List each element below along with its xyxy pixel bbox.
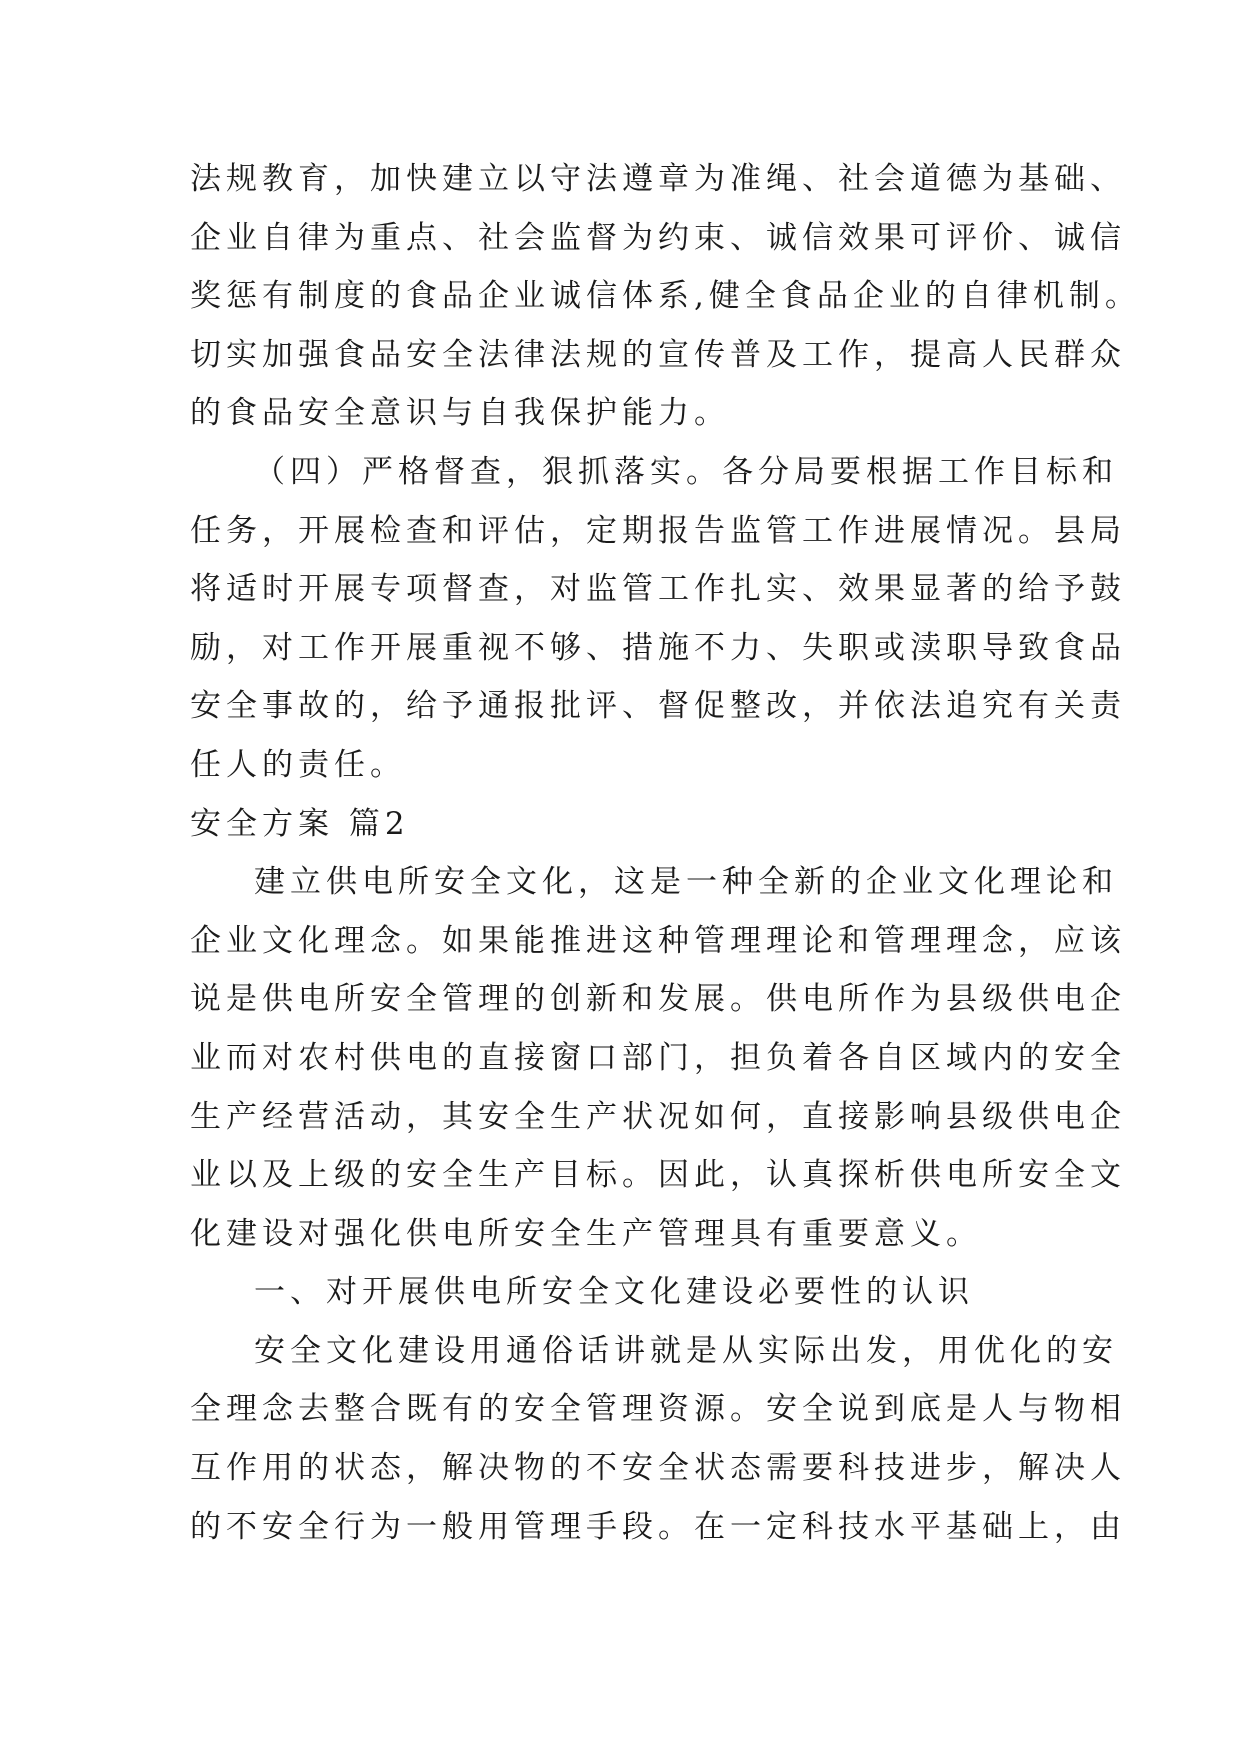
text-line: 励，对工作开展重视不够、措施不力、失职或渎职导致食品 (190, 629, 1126, 666)
paragraph-heading: （四）严格督查，狠抓落实。各分局要根据工作目标和 (254, 453, 1118, 490)
subsection-heading: 一、对开展供电所安全文化建设必要性的认识 (254, 1274, 974, 1311)
text-line: 切实加强食品安全法律法规的宣传普及工作，提高人民群众 (190, 336, 1126, 373)
text-line: 业以及上级的安全生产目标。因此，认真探析供电所安全文 (190, 1157, 1126, 1194)
text-line: 建立供电所安全文化，这是一种全新的企业文化理论和 (254, 864, 1118, 901)
text-line: 法规教育，加快建立以守法遵章为准绳、社会道德为基础、 (190, 161, 1126, 197)
text-line: 互作用的状态，解决物的不安全状态需要科技进步，解决人 (190, 1450, 1126, 1487)
text-line: 任人的责任。 (190, 746, 406, 783)
text-line: 奖惩有制度的食品企业诚信体系,健全食品企业的自律机制。 (190, 278, 1141, 315)
text-line: 安全事故的，给予通报批评、督促整改，并依法追究有关责 (190, 688, 1126, 725)
text-line: 的食品安全意识与自我保护能力。 (190, 395, 730, 432)
text-line: 企业自律为重点、社会监督为约束、诚信效果可评价、诚信 (190, 219, 1126, 256)
text-line: 说是供电所安全管理的创新和发展。供电所作为县级供电企 (190, 981, 1126, 1018)
text-line: 安全文化建设用通俗话讲就是从实际出发，用优化的安 (254, 1332, 1118, 1369)
text-line: 化建设对强化供电所安全生产管理具有重要意义。 (190, 1215, 982, 1252)
text-line: 全理念去整合既有的安全管理资源。安全说到底是人与物相 (190, 1391, 1126, 1428)
section-title: 安全方案 篇2 (190, 805, 410, 842)
text-line: 企业文化理念。如果能推进这种管理理论和管理理念，应该 (190, 922, 1126, 959)
text-line: 任务，开展检查和评估，定期报告监管工作进展情况。县局 (190, 512, 1126, 549)
text-line: 将适时开展专项督查，对监管工作扎实、效果显著的给予鼓 (190, 571, 1126, 608)
text-line: 业而对农村供电的直接窗口部门，担负着各自区域内的安全 (190, 1039, 1126, 1076)
text-line: 生产经营活动，其安全生产状况如何，直接影响县级供电企 (190, 1098, 1126, 1135)
document-body (190, 150, 1141, 1556)
text-line: 的不安全行为一般用管理手段。在一定科技水平基础上，由 (190, 1508, 1126, 1545)
